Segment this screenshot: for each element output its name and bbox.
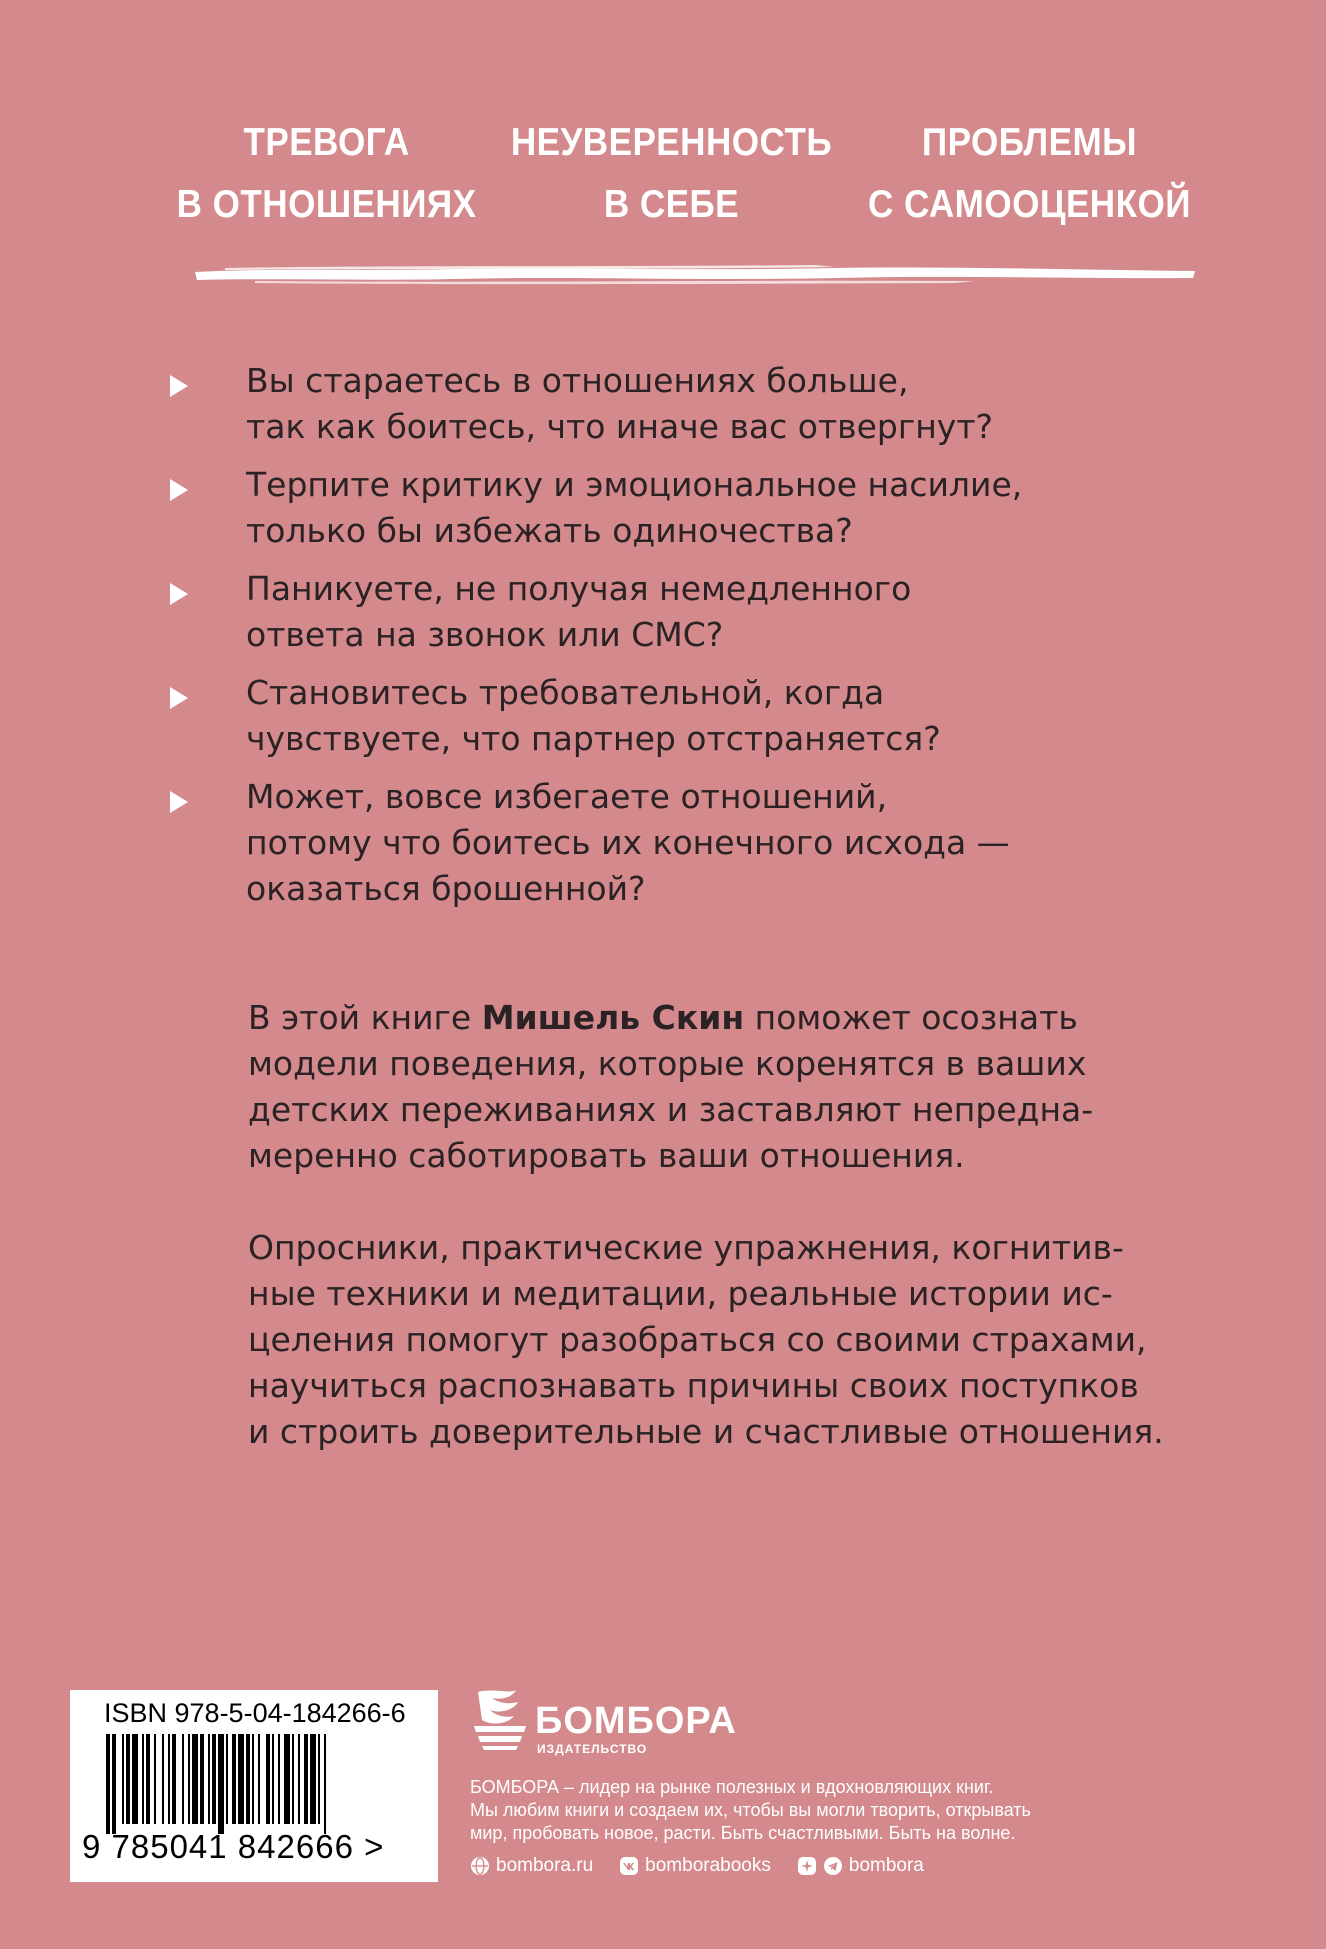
triangle-bullet-icon [170, 583, 188, 605]
triangle-bullet-icon [170, 479, 188, 501]
publisher-description [470, 1776, 1170, 1845]
barcode-bar [258, 1734, 260, 1824]
vk-link[interactable] [619, 1855, 771, 1877]
brush-stroke-divider [195, 262, 1195, 286]
barcode-bar [132, 1734, 138, 1824]
barcode-bar [126, 1734, 130, 1824]
header-line: ТРЕВОГА [243, 121, 410, 164]
telegram-link[interactable] [797, 1855, 924, 1877]
author-name: Мишель Скин [481, 998, 745, 1037]
list-item-line: Вы стараетесь в отношениях больше, [246, 361, 909, 400]
barcode-bar [142, 1734, 144, 1824]
list-item [170, 462, 1170, 554]
triangle-bullet-icon [170, 375, 188, 397]
barcode-bar [112, 1734, 116, 1834]
telegram-label: bombora [848, 1855, 924, 1876]
header-line: В ОТНОШЕНИЯХ [176, 183, 477, 226]
sparkle-icon [797, 1856, 817, 1876]
barcode-bar [200, 1734, 204, 1824]
header-relationship-anxiety [177, 112, 477, 236]
barcode-bar [278, 1734, 280, 1824]
list-item-line: чувствуете, что партнер отстраняется? [246, 719, 941, 758]
barcode-bar [154, 1734, 156, 1824]
list-item [170, 670, 1170, 762]
question-list [170, 358, 1170, 924]
isbn-label: ISBN 978-5-04-184266-6 [104, 1698, 406, 1728]
paragraph-text: поможет осознать [744, 998, 1078, 1037]
barcode-bar [310, 1734, 316, 1824]
triangle-bullet-icon [170, 687, 188, 709]
list-item-line: Становитесь требовательной, когда [246, 673, 885, 712]
barcode-bar [292, 1734, 294, 1824]
list-item-line: Может, вовсе избегаете отношений, [246, 777, 888, 816]
headers-row [160, 112, 1200, 236]
barcode-bar [172, 1734, 176, 1824]
barcode-bar [298, 1734, 300, 1824]
paragraph-line: меренно саботировать ваши отношения. [248, 1136, 965, 1175]
paragraph-text: В этой книге [248, 998, 482, 1037]
barcode-bar [318, 1734, 320, 1824]
list-item [170, 358, 1170, 450]
description-paragraph-1 [248, 995, 1208, 1179]
publisher-text-line: Мы любим книги и создаем их, чтобы вы могли творить, открывать [470, 1800, 1031, 1820]
barcode-bar [192, 1734, 198, 1824]
paragraph-line: Опросники, практические упражнения, когнитив- [248, 1228, 1124, 1267]
header-line: В СЕБЕ [603, 183, 740, 226]
barcode-bar [168, 1734, 170, 1824]
bombora-logo-icon [470, 1686, 530, 1752]
header-line: ПРОБЛЕМЫ [921, 121, 1137, 164]
barcode-bar [266, 1734, 270, 1824]
header-line: С САМООЦЕНКОЙ [867, 183, 1191, 226]
barcode-digits: 9 785041 842666 > [82, 1828, 385, 1865]
barcode-bar [272, 1734, 274, 1824]
list-item-line: Терпите критику и эмоциональное насилие, [246, 465, 1023, 504]
list-item-line: только бы избежать одиночества? [246, 511, 853, 550]
website-label: bombora.ru [496, 1855, 594, 1876]
publisher-text-line: мир, пробовать новое, расти. Быть счастливыми. Быть на волне. [470, 1823, 1016, 1843]
barcode-bar [122, 1734, 124, 1824]
header-self-esteem [868, 112, 1191, 236]
header-line: НЕУВЕРЕННОСТЬ [510, 121, 833, 164]
list-item-line: оказаться брошенной? [246, 869, 646, 908]
barcode-bar [146, 1734, 150, 1824]
barcode-bar [226, 1734, 228, 1824]
barcode-bar [246, 1734, 250, 1824]
barcode [70, 1690, 438, 1882]
social-links [470, 1855, 924, 1877]
barcode-bar [252, 1734, 254, 1824]
telegram-icon [823, 1856, 843, 1876]
publisher-subtitle: ИЗДАТЕЛЬСТВО [537, 1742, 648, 1756]
barcode-bar [208, 1734, 210, 1824]
list-item-line: ответа на звонок или СМС? [246, 615, 724, 654]
paragraph-line: научиться распознавать причины своих поступков [248, 1366, 1139, 1405]
barcode-bar [212, 1734, 216, 1824]
barcode-bar [162, 1734, 164, 1824]
barcode-bar [188, 1734, 190, 1824]
paragraph-line [248, 995, 1208, 1041]
website-link[interactable] [470, 1855, 593, 1877]
vk-icon [619, 1856, 639, 1876]
publisher-text-line: БОМБОРА – лидер на рынке полезных и вдохновляющих книг. [470, 1777, 994, 1797]
paragraph-line: и строить доверительные и счастливые отношения. [248, 1412, 1164, 1451]
paragraph-line: детских переживаниях и заставляют непредна- [248, 1090, 1094, 1129]
list-item-line: Паникуете, не получая немедленного [246, 569, 912, 608]
barcode-bars [106, 1734, 406, 1834]
paragraph-line: целения помогут разобраться со своими страхами, [248, 1320, 1147, 1359]
publisher-name: БОМБОРА [535, 1700, 737, 1742]
barcode-bar [324, 1734, 326, 1834]
list-item-line: потому что боитесь их конечного исхода — [246, 823, 1010, 862]
vk-label: bomborabooks [645, 1855, 771, 1876]
paragraph-line: ные техники и медитации, реальные истории ис- [248, 1274, 1113, 1313]
list-item [170, 566, 1170, 658]
list-item [170, 774, 1170, 912]
triangle-bullet-icon [170, 791, 188, 813]
description-paragraph-2 [248, 1225, 1208, 1455]
barcode-bar [232, 1734, 236, 1824]
barcode-bar [238, 1734, 244, 1824]
globe-icon [470, 1856, 490, 1876]
list-item-line: так как боитесь, что иначе вас отвергнут? [246, 407, 994, 446]
barcode-bar [284, 1734, 290, 1824]
barcode-bar [182, 1734, 184, 1824]
barcode-bar [106, 1734, 110, 1834]
header-self-doubt [511, 112, 832, 236]
barcode-bar [304, 1734, 308, 1824]
paragraph-line: модели поведения, которые коренятся в ваших [248, 1044, 1087, 1083]
barcode-bar [218, 1734, 224, 1834]
